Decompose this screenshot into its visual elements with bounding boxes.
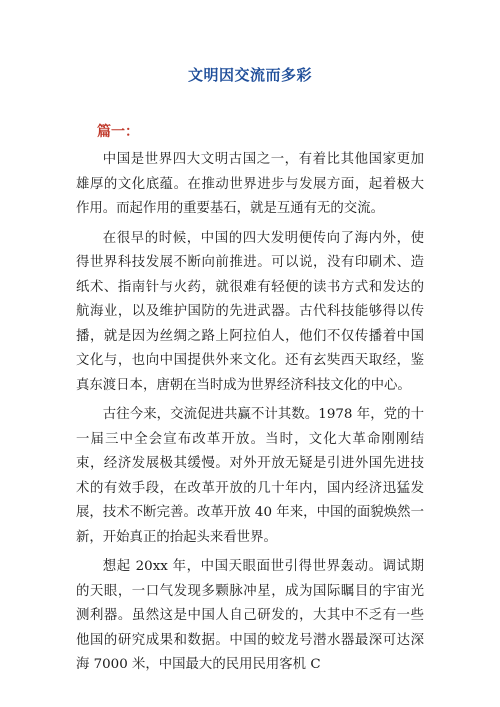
paragraph: 想起 20xx 年，中国天眼面世引得世界轰动。调试期的天眼，一口气发现多颗脉冲星，成为国际瞩目的宇宙光测利器。虽然这是中国人自己研发的，大其中不乏有一些他国的研究成果和数据。中国的蛟龙号潜水器最深可达深海 7000 米，中国最大的民用民用客机 C [76,559,424,672]
paragraph: 在很早的时候，中国的四大发明便传向了海内外，使得世界科技发展不断向前推进。可以说，没有印刷术、造纸术、指南针与火药，就很难有轻便的读书方式和发达的航海业，以及维护国防的先进武器。古代科技能够得以传播，就是因为丝绸之路上阿拉伯人，他们不仅传播着中国文化与，也向中国提供外来文化。还有玄奘西天取经，鉴真东渡日本，唐朝在当时成为世界经济科技文化的中心。 [76,230,424,393]
paragraph: 中国是世界四大文明古国之一，有着比其他国家更加雄厚的文化底蕴。在推动世界进步与发展方面，起着极大作用。而起作用的重要基石，就是互通有无的交流。 [76,152,424,216]
section-heading: 篇一： [97,124,139,140]
paragraph: 古往今来，交流促进共赢不计其数。1978 年，党的十一届三中全会宣布改革开放。当时，文化大革命刚刚结束，经济发展极其缓慢。对外开放无疑是引进外国先进技术的有效手段，在改革开放的几十年内，国内经济迅猛发展，技术不断完善。改革开放 40 年来，中国的面貌焕然一新，开始真正的抬起头来看世界。 [76,407,424,545]
document-title: 文明因交流而多彩 [187,66,312,84]
document-body [76,148,424,683]
